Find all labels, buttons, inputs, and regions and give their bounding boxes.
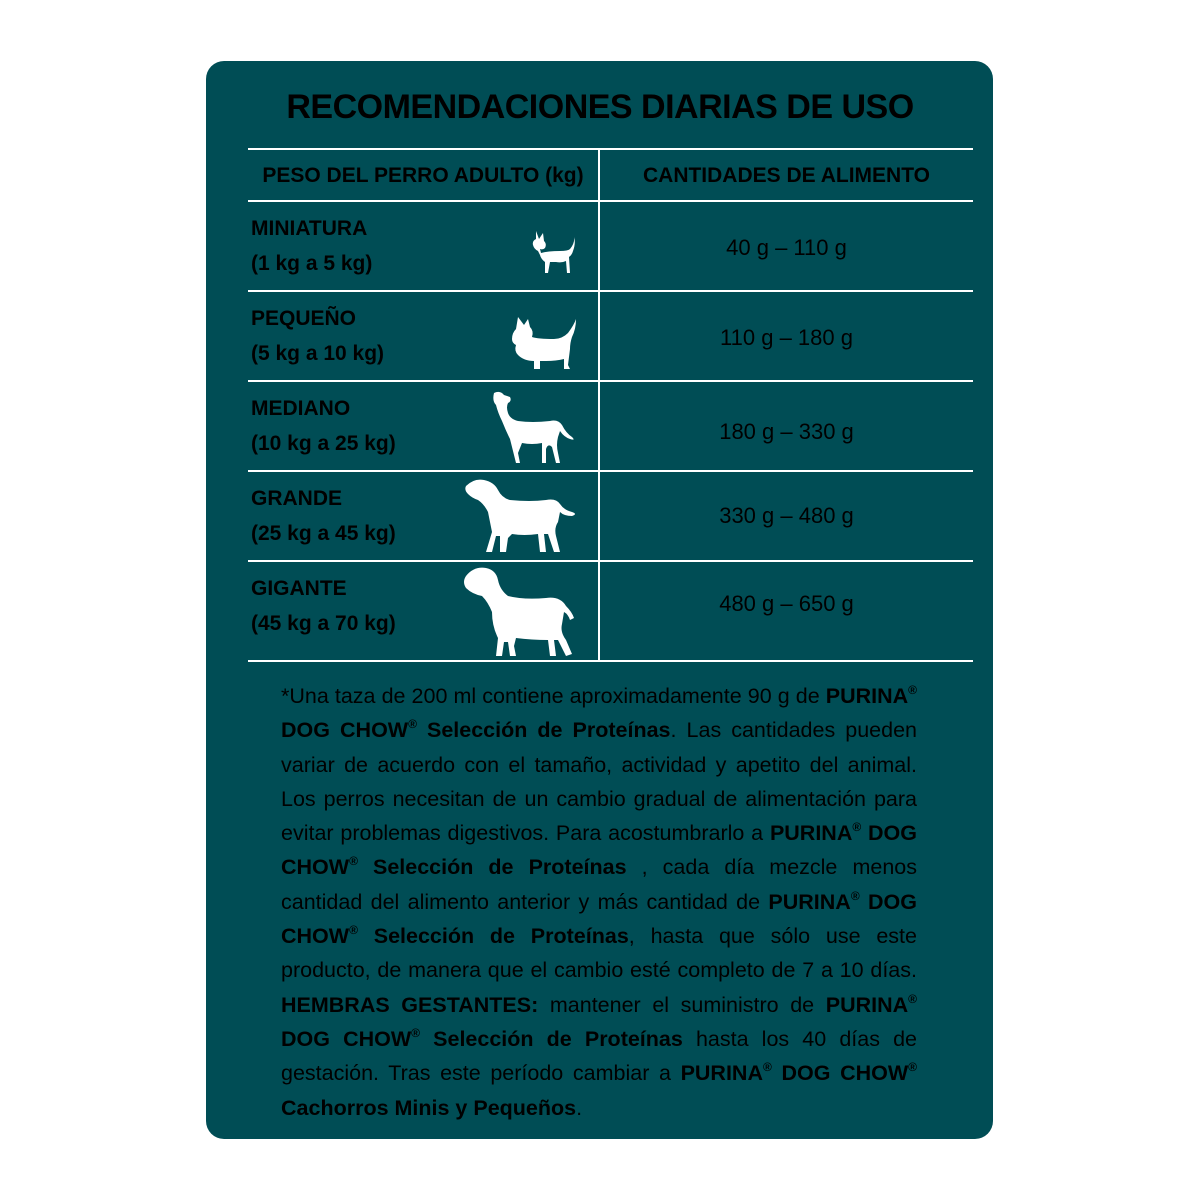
pointer-dog-icon [488,391,578,465]
food-amount: 40 g – 110 g [726,235,847,260]
row-label [251,481,396,551]
size-name: GRANDE [251,487,343,510]
size-name: MINIATURA [251,217,368,240]
weight-range: (45 kg a 70 kg) [251,612,396,635]
row-label [251,301,384,371]
retriever-dog-icon [464,478,578,556]
size-name: PEQUEÑO [251,307,357,330]
weight-range: (10 kg a 25 kg) [251,432,396,455]
food-amount: 330 g – 480 g [719,503,854,528]
food-amount: 480 g – 650 g [719,591,854,616]
feeding-note: *Una taza de 200 ml contiene aproximadamente 90 g de PURINA® DOG CHOW® Selección de Proteínas. Las cantidades pueden variar de acuerdo con el tamaño, actividad y apetito del animal. Los perros necesitan de un cambio gradual de alimentación para evitar problemas digestivos. Para acostumbrarlo a PURINA® DOG CHOW® Selección de Proteínas , cada día mezcle menos cantidad del alimento anterior y más cantidad de PURINA® DOG CHOW® Selección de Proteínas, hasta que sólo use este producto, de manera que el cambio esté completo de 7 a 10 días. HEMBRAS GESTANTES: mantener el suministro de PURINA® DOG CHOW® Selección de Proteínas hasta los 40 días de gestación. Tras este período cambiar a PURINA® DOG CHOW® Cachorros Minis y Pequeños. [281,683,918,1120]
weight-range: (1 kg a 5 kg) [251,252,373,275]
food-amount: 110 g – 180 g [720,325,853,350]
row-label [251,211,372,281]
size-name: MEDIANO [251,397,351,420]
size-name: GIGANTE [251,577,347,600]
rottweiler-dog-icon [462,566,580,660]
weight-range: (5 kg a 10 kg) [251,342,385,365]
row-label [251,571,396,641]
table-header-rule [248,200,973,202]
table-top-rule [248,148,973,150]
table-row [248,301,973,381]
row-label [251,391,396,461]
table-row [248,481,973,561]
chihuahua-dog-icon [528,229,578,277]
food-amount: 180 g – 330 g [719,419,854,444]
table-row [248,571,973,661]
column-header-weight: PESO DEL PERRO ADULTO (kg) [262,164,584,187]
page-title: RECOMENDACIONES DIARIAS DE USO [286,88,914,126]
table-row [248,211,973,291]
weight-range: (25 kg a 45 kg) [251,522,396,545]
terrier-dog-icon [510,315,578,375]
table-row [248,391,973,471]
column-header-amount: CANTIDADES DE ALIMENTO [642,164,930,187]
